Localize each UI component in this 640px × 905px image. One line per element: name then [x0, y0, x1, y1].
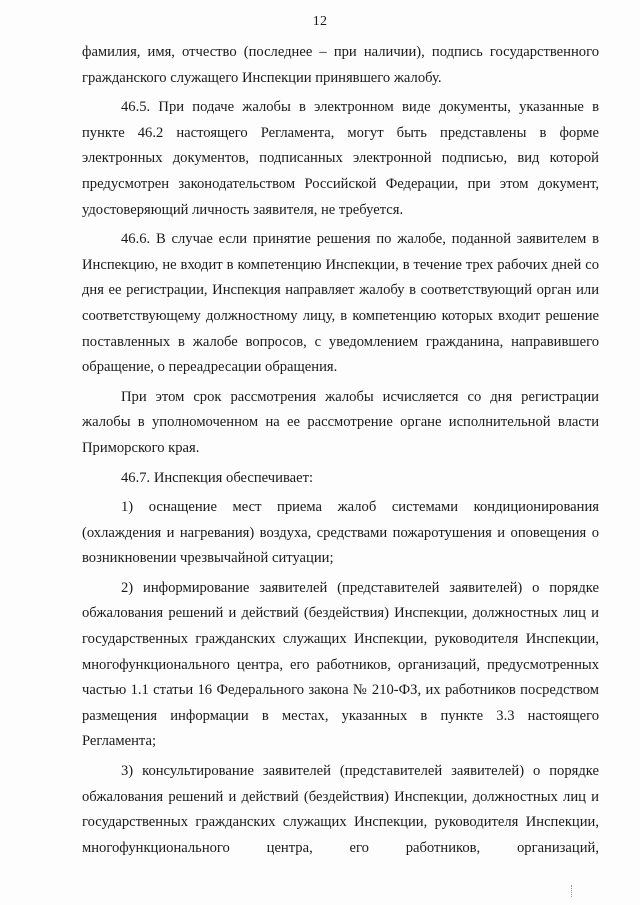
paragraph-46-7: 46.7. Инспекция обеспечивает: — [121, 469, 314, 486]
paragraph-46-6: 46.6. В случае если принятие решения по жалобе, поданной заявителем в Инспекцию, не входит в компетенцию Инспекции, в течение трех рабочих дней со дня ее регистрации, Инспекция направляет жалобу в соответствующий орган или соответствующему должностному лицу, в компетенцию которых входит решение поставленных в жалобе вопросов, с уведомлением гражданина, направившего обращение, о переадресации обращения. — [82, 231, 599, 376]
paragraph-review-period: При этом срок рассмотрения жалобы исчисляется со дня регистрации жалобы в уполномоченном на ее рассмотрение органе исполнительной власти Приморского края. — [82, 388, 599, 456]
paragraph-continuation: фамилия, имя, отчество (последнее – при наличии), подпись государственного гражданского служащего Инспекции принявшего жалобу. — [82, 44, 599, 86]
list-item-1: 1) оснащение мест приема жалоб системами кондиционирования (охлаждения и нагревания) воздуха, средствами пожаротушения и оповещения о возникновении чрезвычайной ситуации; — [82, 499, 599, 567]
list-item-3: 3) консультирование заявителей (представителей заявителей) о порядке обжалования решений и действий (бездействия) Инспекции, должностных лиц и государственных гражданских служащих Инспекции, руководителя Инспекции, многофункционального центра, его работников, организаций, — [82, 763, 599, 856]
scan-mark — [571, 885, 574, 897]
list-item-2: 2) информирование заявителей (представителей заявителей) о порядке обжалования решений и действий (бездействия) Инспекции, должностных лиц и государственных гражданских служащих Инспекции, руководителя Инспекции, многофункционального центра, его работников, организаций, предусмотренных частью 1.1 статьи 16 Федерального закона № 210-ФЗ, их работников посредством размещения информации в местах, указанных в пункте 3.3 настоящего Регламента; — [82, 579, 599, 750]
document-body — [82, 40, 599, 865]
page-number: 12 — [312, 14, 328, 29]
paragraph-46-5: 46.5. При подаче жалобы в электронном виде документы, указанные в пункте 46.2 настоящего Регламента, могут быть представлены в форме электронных документов, подписанных электронной подписью, вид которой предусмотрен законодательством Российской Федерации, при этом документ, удостоверяющий личность заявителя, не требуется. — [82, 99, 599, 218]
